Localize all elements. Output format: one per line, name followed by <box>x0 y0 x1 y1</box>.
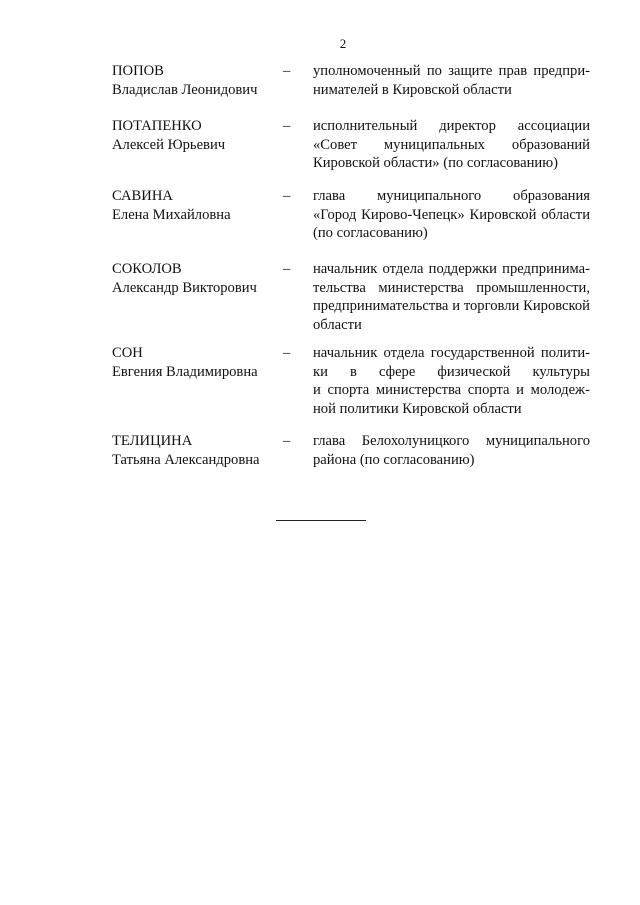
member-position <box>313 344 590 418</box>
position-line: области <box>313 316 362 333</box>
dash-separator: – <box>283 118 291 134</box>
position-word: ки <box>313 363 328 380</box>
member-position <box>313 62 590 99</box>
position-line: начальник отдела государственной полити- <box>313 345 590 361</box>
member-name <box>112 62 282 99</box>
member-surname: СОКОЛОВ <box>112 261 182 277</box>
member-position <box>313 432 590 469</box>
member-given-names: Елена Михайловна <box>112 206 231 223</box>
position-line: района (по согласованию) <box>313 451 475 468</box>
member-surname: СОН <box>112 345 143 361</box>
member-surname: САВИНА <box>112 188 173 204</box>
position-line: уполномоченный по защите прав предпри- <box>313 63 590 79</box>
position-line <box>313 363 590 382</box>
member-position <box>313 260 590 334</box>
member-position <box>313 117 590 173</box>
member-surname: ПОПОВ <box>112 63 164 79</box>
member-given-names: Евгения Владимировна <box>112 363 258 380</box>
position-line: предпринимательства и торговли Кировской <box>313 298 590 314</box>
member-name <box>112 260 282 297</box>
dash-separator: – <box>283 261 291 277</box>
member-surname: ТЕЛИЦИНА <box>112 433 193 449</box>
dash-separator: – <box>283 63 291 79</box>
position-line: тельства министерства промышленности, <box>313 279 590 296</box>
position-line: исполнительный директор ассоциации <box>313 118 590 134</box>
member-name <box>112 432 282 469</box>
end-of-list-rule <box>276 520 366 521</box>
dash-separator: – <box>283 188 291 204</box>
dash-separator: – <box>283 433 291 449</box>
member-given-names: Александр Викторович <box>112 279 257 296</box>
member-given-names: Татьяна Александровна <box>112 451 260 468</box>
member-given-names: Алексей Юрьевич <box>112 136 226 153</box>
position-line: (по согласованию) <box>313 225 428 241</box>
position-line: и спорта министерства спорта и молодеж- <box>313 382 590 398</box>
member-name <box>112 187 282 224</box>
position-line: глава муниципального образования <box>313 188 590 204</box>
position-line: глава Белохолуницкого муниципального <box>313 433 590 449</box>
position-line: «Совет муниципальных образований <box>313 136 590 153</box>
position-word: сфере <box>378 363 416 380</box>
member-position <box>313 187 590 243</box>
position-line: ной политики Кировской области <box>313 400 522 417</box>
member-given-names: Владислав Леонидович <box>112 81 258 98</box>
position-word: культуры <box>532 363 590 380</box>
position-line: нимателей в Кировской области <box>313 81 512 98</box>
position-word: физической <box>437 363 511 380</box>
dash-separator: – <box>283 345 291 361</box>
page-number: 2 <box>339 36 347 51</box>
member-name <box>112 344 282 381</box>
member-name <box>112 117 282 154</box>
position-line: «Город Кирово-Чепецк» Кировской области <box>313 206 590 223</box>
member-surname: ПОТАПЕНКО <box>112 118 202 134</box>
position-line: Кировской области» (по согласованию) <box>313 155 558 171</box>
position-word: в <box>349 363 357 380</box>
position-line: начальник отдела поддержки предпринима- <box>313 261 590 277</box>
